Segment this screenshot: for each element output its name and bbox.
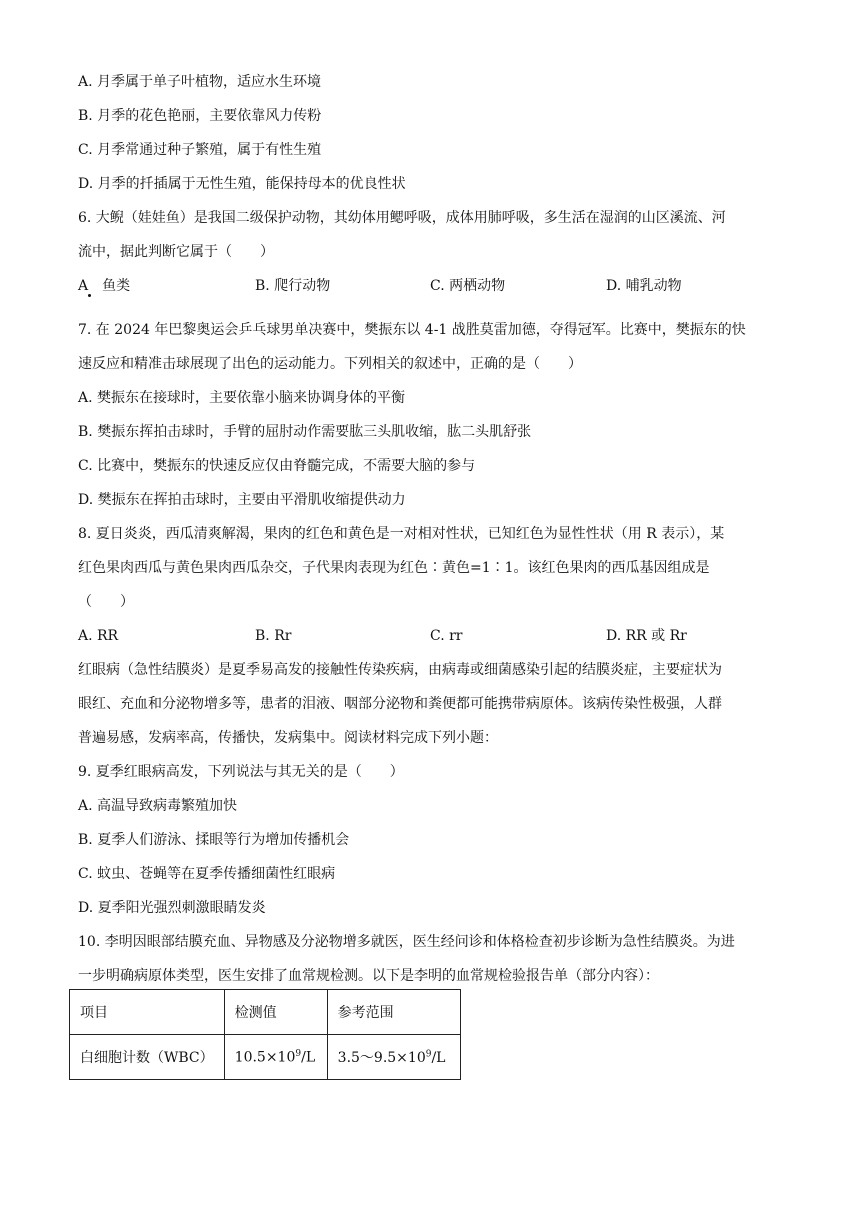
dot-mark	[88, 294, 91, 297]
range-base: 3.5～9.5×10	[337, 1050, 426, 1066]
q8-stem-line2: 红色果肉西瓜与黄色果肉西瓜杂交，子代果肉表现为红色∶黄色=1∶1。该红色果肉的西瓜基因组成是	[78, 560, 710, 576]
q8-option-b: B. Rr	[255, 628, 292, 644]
table-header-row	[70, 990, 461, 1035]
table-cell-item: 白细胞计数（WBC）	[70, 1035, 225, 1080]
q9-option-d: D. 夏季阳光强烈刺激眼睛发炎	[78, 900, 266, 916]
q9-option-a: A. 高温导致病毒繁殖加快	[78, 798, 238, 814]
q9-stem: 9. 夏季红眼病高发，下列说法与其无关的是（ ）	[78, 764, 404, 780]
table-row	[70, 1035, 461, 1080]
passage-line1: 红眼病（急性结膜炎）是夏季易高发的接触性传染疾病，由病毒或细菌感染引起的结膜炎症，主要症状为	[78, 662, 722, 678]
q7-option-c: C. 比赛中，樊振东的快速反应仅由脊髓完成，不需要大脑的参与	[78, 458, 476, 474]
q10-stem-line2: 一步明确病原体类型，医生安排了血常规检测。以下是李明的血常规检验报告单（部分内容）：	[78, 968, 659, 984]
q7-option-a: A. 樊振东在接球时，主要依靠小脑来协调身体的平衡	[78, 390, 406, 406]
q8-stem-line3: （ ）	[78, 594, 134, 610]
q8-option-d: D. RR 或 Rr	[606, 628, 687, 644]
value-base: 10.5×10	[234, 1049, 296, 1066]
value-unit: /L	[301, 1049, 316, 1066]
q8-option-c: C. rr	[430, 628, 463, 644]
q6-stem-line1: 6. 大鲵（娃娃鱼）是我国二级保护动物，其幼体用鳃呼吸，成体用肺呼吸，多生活在湿润的山区溪流、河	[78, 210, 726, 226]
table-cell-range	[327, 1035, 460, 1080]
q5-option-c: C. 月季常通过种子繁殖，属于有性生殖	[78, 142, 322, 158]
table-header-range: 参考范围	[327, 990, 460, 1035]
q5-option-a: A. 月季属于单子叶植物，适应水生环境	[78, 74, 322, 90]
q7-option-b: B. 樊振东挥拍击球时，手臂的屈肘动作需要肱三头肌收缩，肱二头肌舒张	[78, 424, 532, 440]
q6-option-a: A 鱼类	[78, 278, 131, 294]
q8-stem-line1: 8. 夏日炎炎，西瓜清爽解渴，果肉的红色和黄色是一对相对性状，已知红色为显性性状（用 R 表示），某	[78, 526, 725, 542]
value-exponent: 9	[295, 1048, 302, 1059]
table-cell-value	[224, 1035, 327, 1080]
blood-test-table	[69, 989, 461, 1080]
table-header-value: 检测值	[224, 990, 327, 1035]
q5-option-d: D. 月季的扦插属于无性生殖，能保持母本的优良性状	[78, 176, 406, 192]
q6-option-c: C. 两栖动物	[430, 278, 506, 294]
q7-stem-line1: 7. 在 2024 年巴黎奥运会乒乓球男单决赛中，樊振东以 4-1 战胜莫雷加德，夺得冠军。比赛中，樊振东的快	[78, 322, 746, 338]
q8-option-a: A. RR	[78, 628, 119, 644]
q6-option-b: B. 爬行动物	[255, 278, 331, 294]
passage-line2: 眼红、充血和分泌物增多等，患者的泪液、咽部分泌物和粪便都可能携带病原体。该病传染性极强，人群	[78, 696, 722, 712]
passage-line3: 普遍易感，发病率高，传播快，发病集中。阅读材料完成下列小题：	[78, 730, 498, 746]
q10-stem-line1: 10. 李明因眼部结膜充血、异物感及分泌物增多就医，医生经问诊和体格检查初步诊断为急性结膜炎。为进	[78, 934, 735, 950]
range-exponent: 9	[425, 1049, 432, 1060]
q5-option-b: B. 月季的花色艳丽，主要依靠风力传粉	[78, 108, 322, 124]
q6-stem-line2: 流中，据此判断它属于（ ）	[78, 244, 274, 260]
q7-option-d: D. 樊振东在挥拍击球时，主要由平滑肌收缩提供动力	[78, 492, 406, 508]
q7-stem-line2: 速反应和精准击球展现了出色的运动能力。下列相关的叙述中，正确的是（ ）	[78, 356, 582, 372]
q9-option-b: B. 夏季人们游泳、揉眼等行为增加传播机会	[78, 832, 350, 848]
q6-option-d: D. 哺乳动物	[606, 278, 682, 294]
q9-option-c: C. 蚊虫、苍蝇等在夏季传播细菌性红眼病	[78, 866, 336, 882]
table-header-item: 项目	[70, 990, 225, 1035]
range-unit: /L	[431, 1050, 446, 1066]
